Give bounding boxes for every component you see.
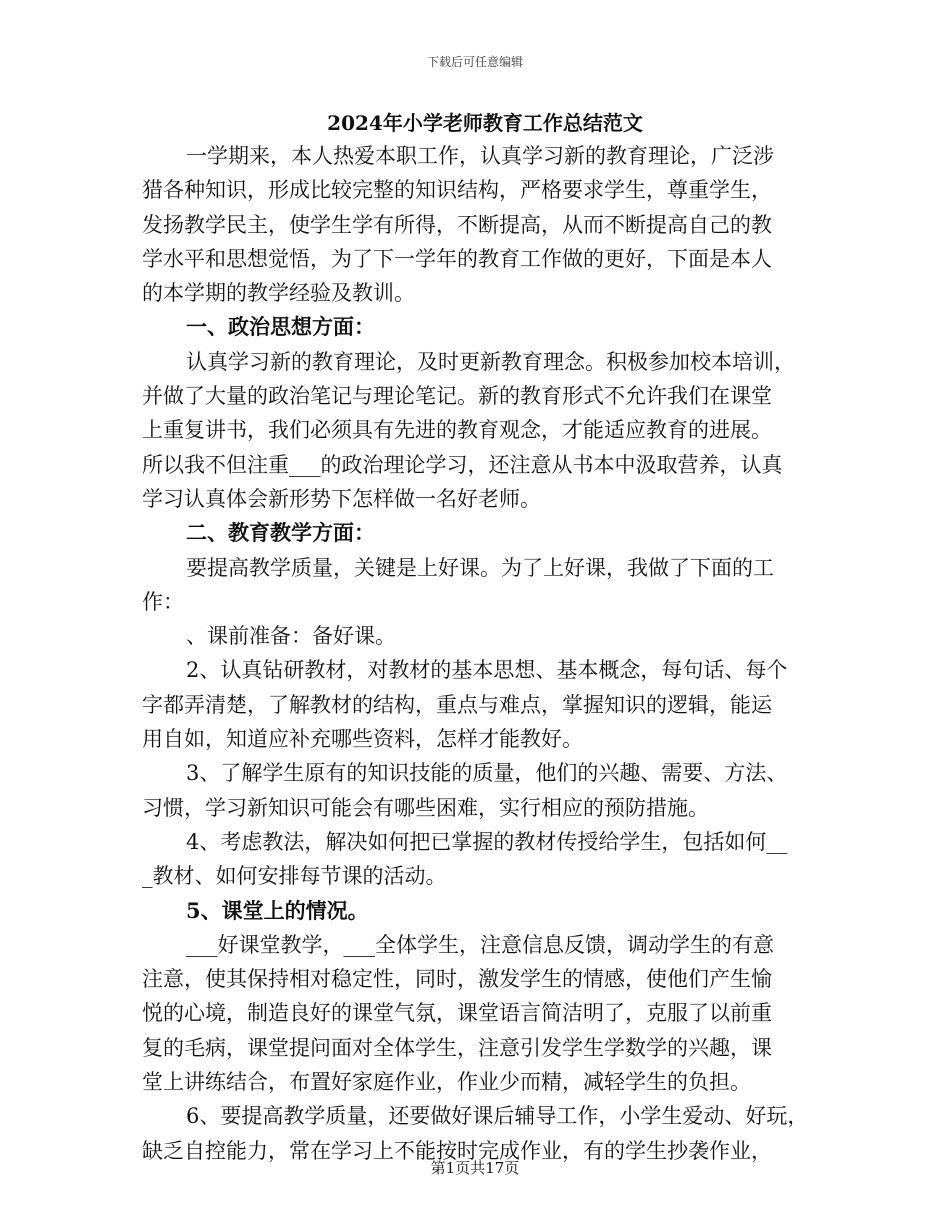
body-text-line: 2、认真钻研教材，对教材的基本思想、基本概念，每句话、每个 (186, 658, 788, 683)
section-heading: 一、政治思想方面： (186, 314, 375, 340)
header-note: 下载后可任意编辑 (426, 55, 523, 69)
body-text-line: 堂上讲练结合，布置好家庭作业，作业少而精，减轻学生的负担。 (142, 1070, 751, 1095)
body-text-line: 发扬教学民主，使学生学有所得，不断提高，从而不断提高自己的教 (142, 212, 772, 237)
body-text-line: 3、了解学生原有的知识技能的质量，他们的兴趣、需要、方法、 (186, 761, 788, 786)
body-text-line: 并做了大量的政治笔记与理论笔记。新的教育形式不允许我们在课堂 (142, 384, 772, 409)
section-heading: 二、教育教学方面： (186, 520, 375, 546)
body-text-line: 作： (142, 589, 184, 614)
body-text-line: ___好课堂教学，___全体学生，注意信息反馈，调动学生的有意 (186, 932, 774, 957)
document-title: 2024年小学老师教育工作总结范文 (327, 111, 643, 135)
body-text-line: 的本学期的教学经验及教训。 (142, 281, 415, 306)
document-body (142, 139, 824, 1168)
section-heading: 5、课堂上的情况。 (186, 897, 369, 923)
body-text-line: 猎各种知识，形成比较完整的知识结构，严格要求学生，尊重学生， (142, 178, 772, 203)
page-footer: 第1页共17页 (430, 1159, 520, 1177)
body-text-line: 上重复讲书，我们必须具有先进的教育观念，才能适应教育的进展。 (142, 418, 772, 443)
body-text-line: 悦的心境，制造良好的课堂气氛，课堂语言简洁明了，克服了以前重 (142, 1001, 772, 1026)
body-text-line: 习惯，学习新知识可能会有哪些困难，实行相应的预防措施。 (142, 795, 709, 820)
body-text-line: 注意，使其保持相对稳定性，同时，激发学生的情感，使他们产生愉 (142, 967, 772, 992)
body-text-line: 所以我不但注重___的政治理论学习，还注意从书本中汲取营养，认真 (142, 452, 783, 477)
body-text-line: 用自如，知道应补充哪些资料，怎样才能教好。 (142, 727, 583, 752)
body-text-line: 认真学习新的教育理论，及时更新教育理念。积极参加校本培训， (186, 349, 795, 374)
body-text-line: 学水平和思想觉悟，为了下一学年的教育工作做的更好，下面是本人 (142, 246, 772, 271)
body-text-line: 6、要提高教学质量，还要做好课后辅导工作，小学生爱动、好玩， (186, 1104, 809, 1129)
body-text-line: 、课前准备：备好课。 (186, 624, 396, 649)
body-text-line: 缺乏自控能力，常在学习上不能按时完成作业，有的学生抄袭作业， (142, 1138, 772, 1163)
body-text-line: 复的毛病，课堂提问面对全体学生，注意引发学生学数学的兴趣，课 (142, 1035, 772, 1060)
body-text-line: 要提高教学质量，关键是上好课。为了上好课，我做了下面的工 (186, 555, 774, 580)
body-text-line: 一学期来，本人热爱本职工作，认真学习新的教育理论，广泛涉 (186, 144, 774, 168)
body-text-line: _教材、如何安排每节课的活动。 (142, 864, 447, 889)
body-text-line: 4、考虑教法，解决如何把已掌握的教材传授给学生，包括如何__ (186, 829, 788, 854)
body-text-line: 学习认真体会新形势下怎样做一名好老师。 (142, 486, 541, 511)
body-text-line: 字都弄清楚，了解教材的结构，重点与难点，掌握知识的逻辑，能运 (142, 692, 772, 717)
